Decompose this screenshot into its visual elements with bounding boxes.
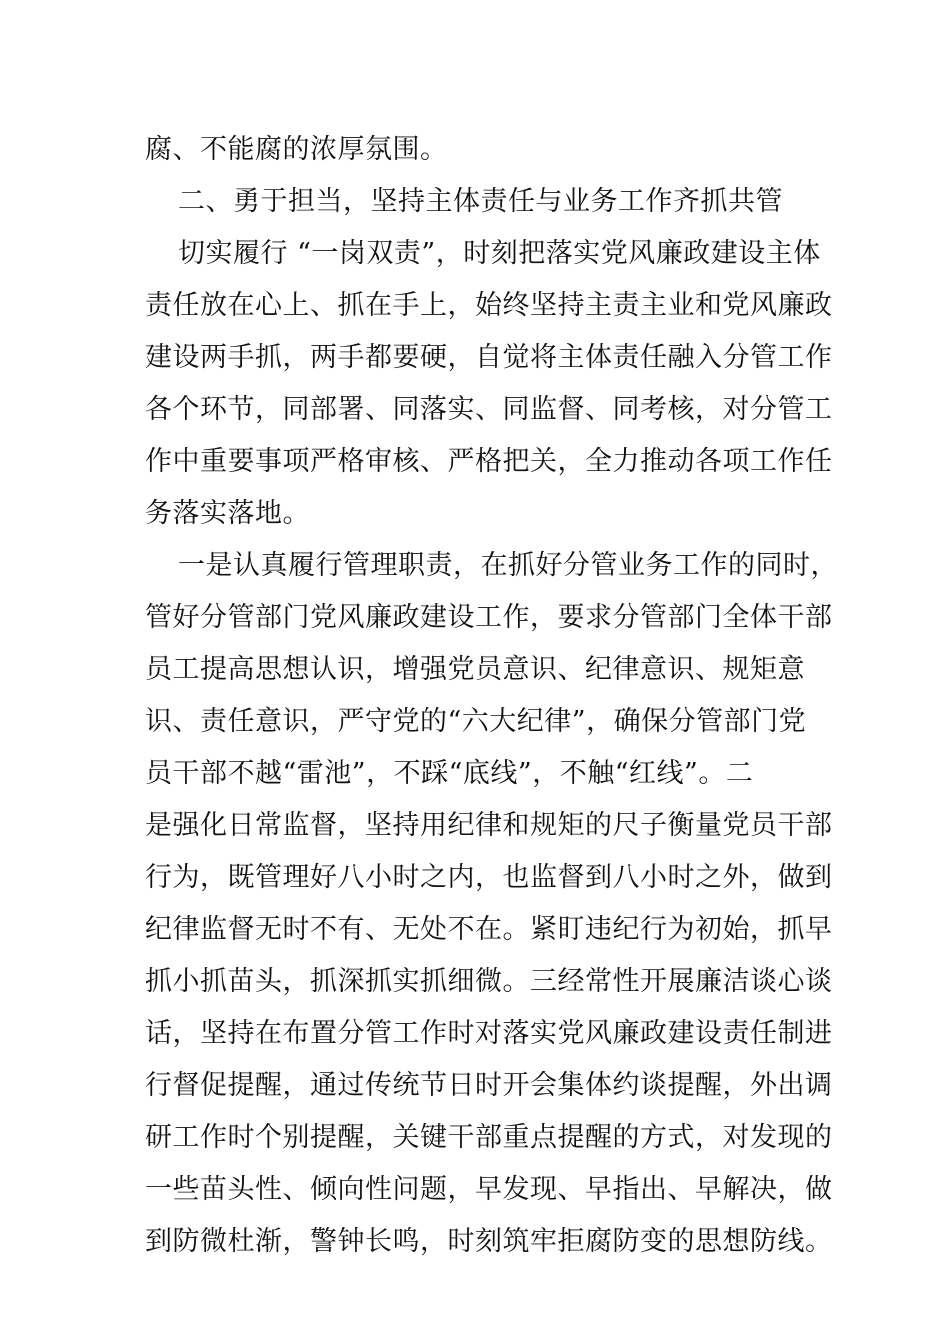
text-line: 务落实落地。 <box>145 498 310 529</box>
text-line: 各个环节，同部署、同落实、同监督、同考核，对分管工 <box>145 394 833 425</box>
text-line: 识、责任意识，严守党的“六大纪律”，确保分管部门党 <box>145 706 807 737</box>
text-line: 行督促提醒，通过传统节日时开会集体约谈提醒，外出调 <box>145 1070 833 1101</box>
text-line: 腐、不能腐的浓厚氛围。 <box>145 134 448 165</box>
text-line: 话，坚持在布置分管工作时对落实党风廉政建设责任制进 <box>145 1018 833 1049</box>
text-line: 到防微杜渐，警钟长鸣，时刻筑牢拒腐防变的思想防线。 <box>145 1226 833 1257</box>
text-line: 作中重要事项严格审核、严格把关，全力推动各项工作任 <box>145 446 833 477</box>
text-line: 抓小抓苗头，抓深抓实抓细微。三经常性开展廉洁谈心谈 <box>145 966 833 997</box>
text-line: 一些苗头性、倾向性问题，早发现、早指出、早解决，做 <box>145 1174 833 1205</box>
text-line: 切实履行 “一岗双责”，时刻把落实党风廉政建设主体 <box>178 238 821 269</box>
text-line: 员工提高思想认识，增强党员意识、纪律意识、规矩意 <box>145 654 805 685</box>
text-line: 责任放在心上、抓在手上，始终坚持主责主业和党风廉政 <box>145 290 833 321</box>
text-line: 是强化日常监督，坚持用纪律和规矩的尺子衡量党员干部 <box>145 810 833 841</box>
text-line: 管好分管部门党风廉政建设工作，要求分管部门全体干部 <box>145 602 833 633</box>
text-line: 一是认真履行管理职责，在抓好分管业务工作的同时， <box>178 550 838 581</box>
text-line: 行为，既管理好八小时之内，也监督到八小时之外，做到 <box>145 862 833 893</box>
text-line: 建设两手抓，两手都要硬，自觉将主体责任融入分管工作 <box>145 342 833 373</box>
section-heading: 二、勇于担当，坚持主体责任与业务工作齐抓共管 <box>178 186 783 217</box>
text-line: 员干部不越“雷池”，不踩“底线”，不触“红线”。二 <box>145 758 754 789</box>
text-line: 纪律监督无时不有、无处不在。紧盯违纪行为初始，抓早 <box>145 914 833 945</box>
text-line: 研工作时个别提醒，关键干部重点提醒的方式，对发现的 <box>145 1122 833 1153</box>
